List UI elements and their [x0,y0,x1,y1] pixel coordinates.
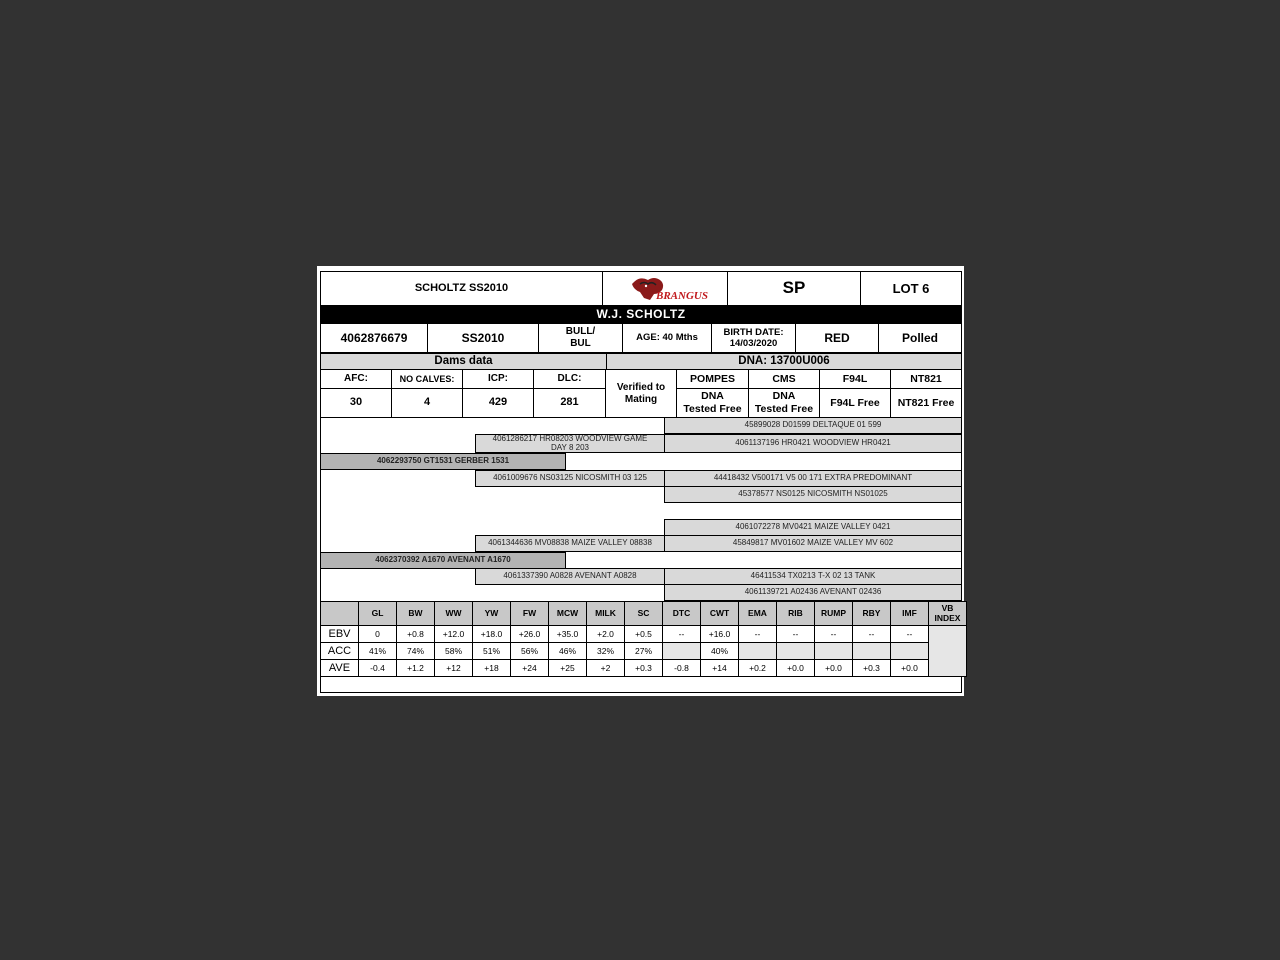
ebv-value-cell: 51% [472,642,511,660]
ebv-column-header: MILK [586,601,625,626]
ebv-corner-cell [320,601,359,626]
ebv-value-cell [852,642,891,660]
ebv-row-label: AVE [320,659,359,677]
birth-date [711,323,796,353]
ebv-column-header: WW [434,601,473,626]
ebv-column-header: SC [624,601,663,626]
vb-index-header: VB INDEX [928,601,967,626]
icp-label: ICP: [462,369,534,389]
pedigree-dam-dam-dam: 4061139721 A02436 AVENANT 02436 [664,584,962,601]
ebv-value-cell: -- [738,625,777,643]
ebv-column-header: BW [396,601,435,626]
ebv-value-cell: +2 [586,659,625,677]
pedigree-sire-dam-dam: 45378577 NS0125 NICOSMITH NS01025 [664,486,962,503]
ebv-column-header: FW [510,601,549,626]
ebv-value-cell: 56% [510,642,549,660]
ebv-value-cell: +0.5 [624,625,663,643]
ebv-column-header: YW [472,601,511,626]
ebv-value-cell: 58% [434,642,473,660]
ebv-value-cell: 0 [358,625,397,643]
ebv-value-cell: +0.0 [776,659,815,677]
breed-code: SP [727,271,861,306]
icp-value: 429 [462,388,534,418]
brangus-logo [602,271,728,306]
logo-text: BRANGUS [656,289,708,302]
ebv-value-cell [776,642,815,660]
test-label-pompes: POMPES [676,369,749,389]
sale-lot-card [317,266,964,696]
breeder-name: W.J. SCHOLTZ [320,305,962,323]
ebv-column-header: RUMP [814,601,853,626]
ebv-value-cell: 41% [358,642,397,660]
pedigree-dam: 4062370392 A1670 AVENANT A1670 [320,552,566,569]
ebv-value-cell: +35.0 [548,625,587,643]
ebv-value-cell: +12 [434,659,473,677]
ebv-value-cell: +2.0 [586,625,625,643]
ebv-value-cell: 32% [586,642,625,660]
ebv-value-cell: +24 [510,659,549,677]
ebv-column-header: RBY [852,601,891,626]
ebv-value-cell: -- [814,625,853,643]
birth-date-label: BIRTH DATE: [723,326,784,338]
ebv-row-label: EBV [320,625,359,643]
ebv-value-cell: +0.0 [814,659,853,677]
pedigree-sire-dam-sire: 44418432 V500171 V5 00 171 EXTRA PREDOMINANT [664,470,962,487]
pedigree-dam-sire-sire: 4061072278 MV0421 MAIZE VALLEY 0421 [664,519,962,536]
ebv-column-header: RIB [776,601,815,626]
ebv-value-cell [814,642,853,660]
calves-label: NO CALVES: [391,369,463,389]
afc-value: 30 [320,388,392,418]
ebv-value-cell: +0.8 [396,625,435,643]
test-label-nt821: NT821 [890,369,962,389]
pedigree-sire-dam: 4061009676 NS03125 NICOSMITH 03 125 [475,470,665,487]
ebv-value-cell [662,642,701,660]
test-label-cms: CMS [748,369,820,389]
dlc-value: 281 [533,388,606,418]
ebv-value-cell: -- [662,625,701,643]
ebv-column-header: IMF [890,601,929,626]
ebv-value-cell [890,642,929,660]
ebv-column-header: EMA [738,601,777,626]
ebv-value-cell: +18 [472,659,511,677]
ebv-value-cell: 74% [396,642,435,660]
ebv-value-cell: -- [852,625,891,643]
ebv-value-cell: 46% [548,642,587,660]
ebv-column-header: DTC [662,601,701,626]
age: AGE: 40 Mths [622,323,712,353]
ebv-value-cell: -- [776,625,815,643]
horn-status: Polled [878,323,962,353]
test-result-f94l: F94L Free [819,388,891,418]
dams-data-heading: Dams data [320,353,607,370]
test-result-pompes: DNA Tested Free [676,388,749,418]
sex: BULL/ BUL [538,323,623,353]
afc-label: AFC: [320,369,392,389]
ebv-column-header: CWT [700,601,739,626]
ebv-value-cell: -0.4 [358,659,397,677]
animal-name: SCHOLTZ SS2010 [320,271,603,306]
ebv-row-label: ACC [320,642,359,660]
pedigree-sire-sire-dam: 4061137196 HR0421 WOODVIEW HR0421 [664,434,962,453]
herd-number: SS2010 [427,323,539,353]
ebv-value-cell: +0.3 [852,659,891,677]
test-label-f94l: F94L [819,369,891,389]
ebv-value-cell [738,642,777,660]
ebv-value-cell: +26.0 [510,625,549,643]
birth-date-value: 14/03/2020 [729,338,778,349]
ebv-column-header: MCW [548,601,587,626]
ebv-value-cell: 27% [624,642,663,660]
ebv-value-cell: +14 [700,659,739,677]
ebv-value-cell: +0.2 [738,659,777,677]
pedigree-dam-dam-sire: 46411534 TX0213 T-X 02 13 TANK [664,568,962,585]
ebv-value-cell: -- [890,625,929,643]
dna-heading: DNA: 13700U006 [606,353,962,370]
vb-index-value [928,625,967,677]
ebv-value-cell: 40% [700,642,739,660]
pedigree-sire-sire-sire: 45899028 D01599 DELTAQUE 01 599 [664,417,962,434]
pedigree-sire-sire: 4061286217 HR08203 WOODVIEW GAME DAY 8 203 [475,434,665,453]
lot-number: LOT 6 [860,271,962,306]
ebv-value-cell: +12.0 [434,625,473,643]
pedigree-sire: 4062293750 GT1531 GERBER 1531 [320,453,566,470]
dlc-label: DLC: [533,369,606,389]
ebv-value-cell: +16.0 [700,625,739,643]
ebv-value-cell: +0.0 [890,659,929,677]
calves-value: 4 [391,388,463,418]
bull-logo-icon [620,274,710,304]
verified-to-mating: Verified to Mating [605,369,677,418]
ebv-value-cell: +1.2 [396,659,435,677]
pedigree-dam-sire: 4061344636 MV08838 MAIZE VALLEY 08838 [475,535,665,552]
ebv-value-cell: +0.3 [624,659,663,677]
pedigree-dam-sire-dam: 45849817 MV01602 MAIZE VALLEY MV 602 [664,535,962,552]
ebv-value-cell: -0.8 [662,659,701,677]
ebv-value-cell: +25 [548,659,587,677]
id-number: 4062876679 [320,323,428,353]
ebv-column-header: GL [358,601,397,626]
pedigree-dam-dam: 4061337390 A0828 AVENANT A0828 [475,568,665,585]
colour: RED [795,323,879,353]
ebv-value-cell: +18.0 [472,625,511,643]
test-result-nt821: NT821 Free [890,388,962,418]
test-result-cms: DNA Tested Free [748,388,820,418]
